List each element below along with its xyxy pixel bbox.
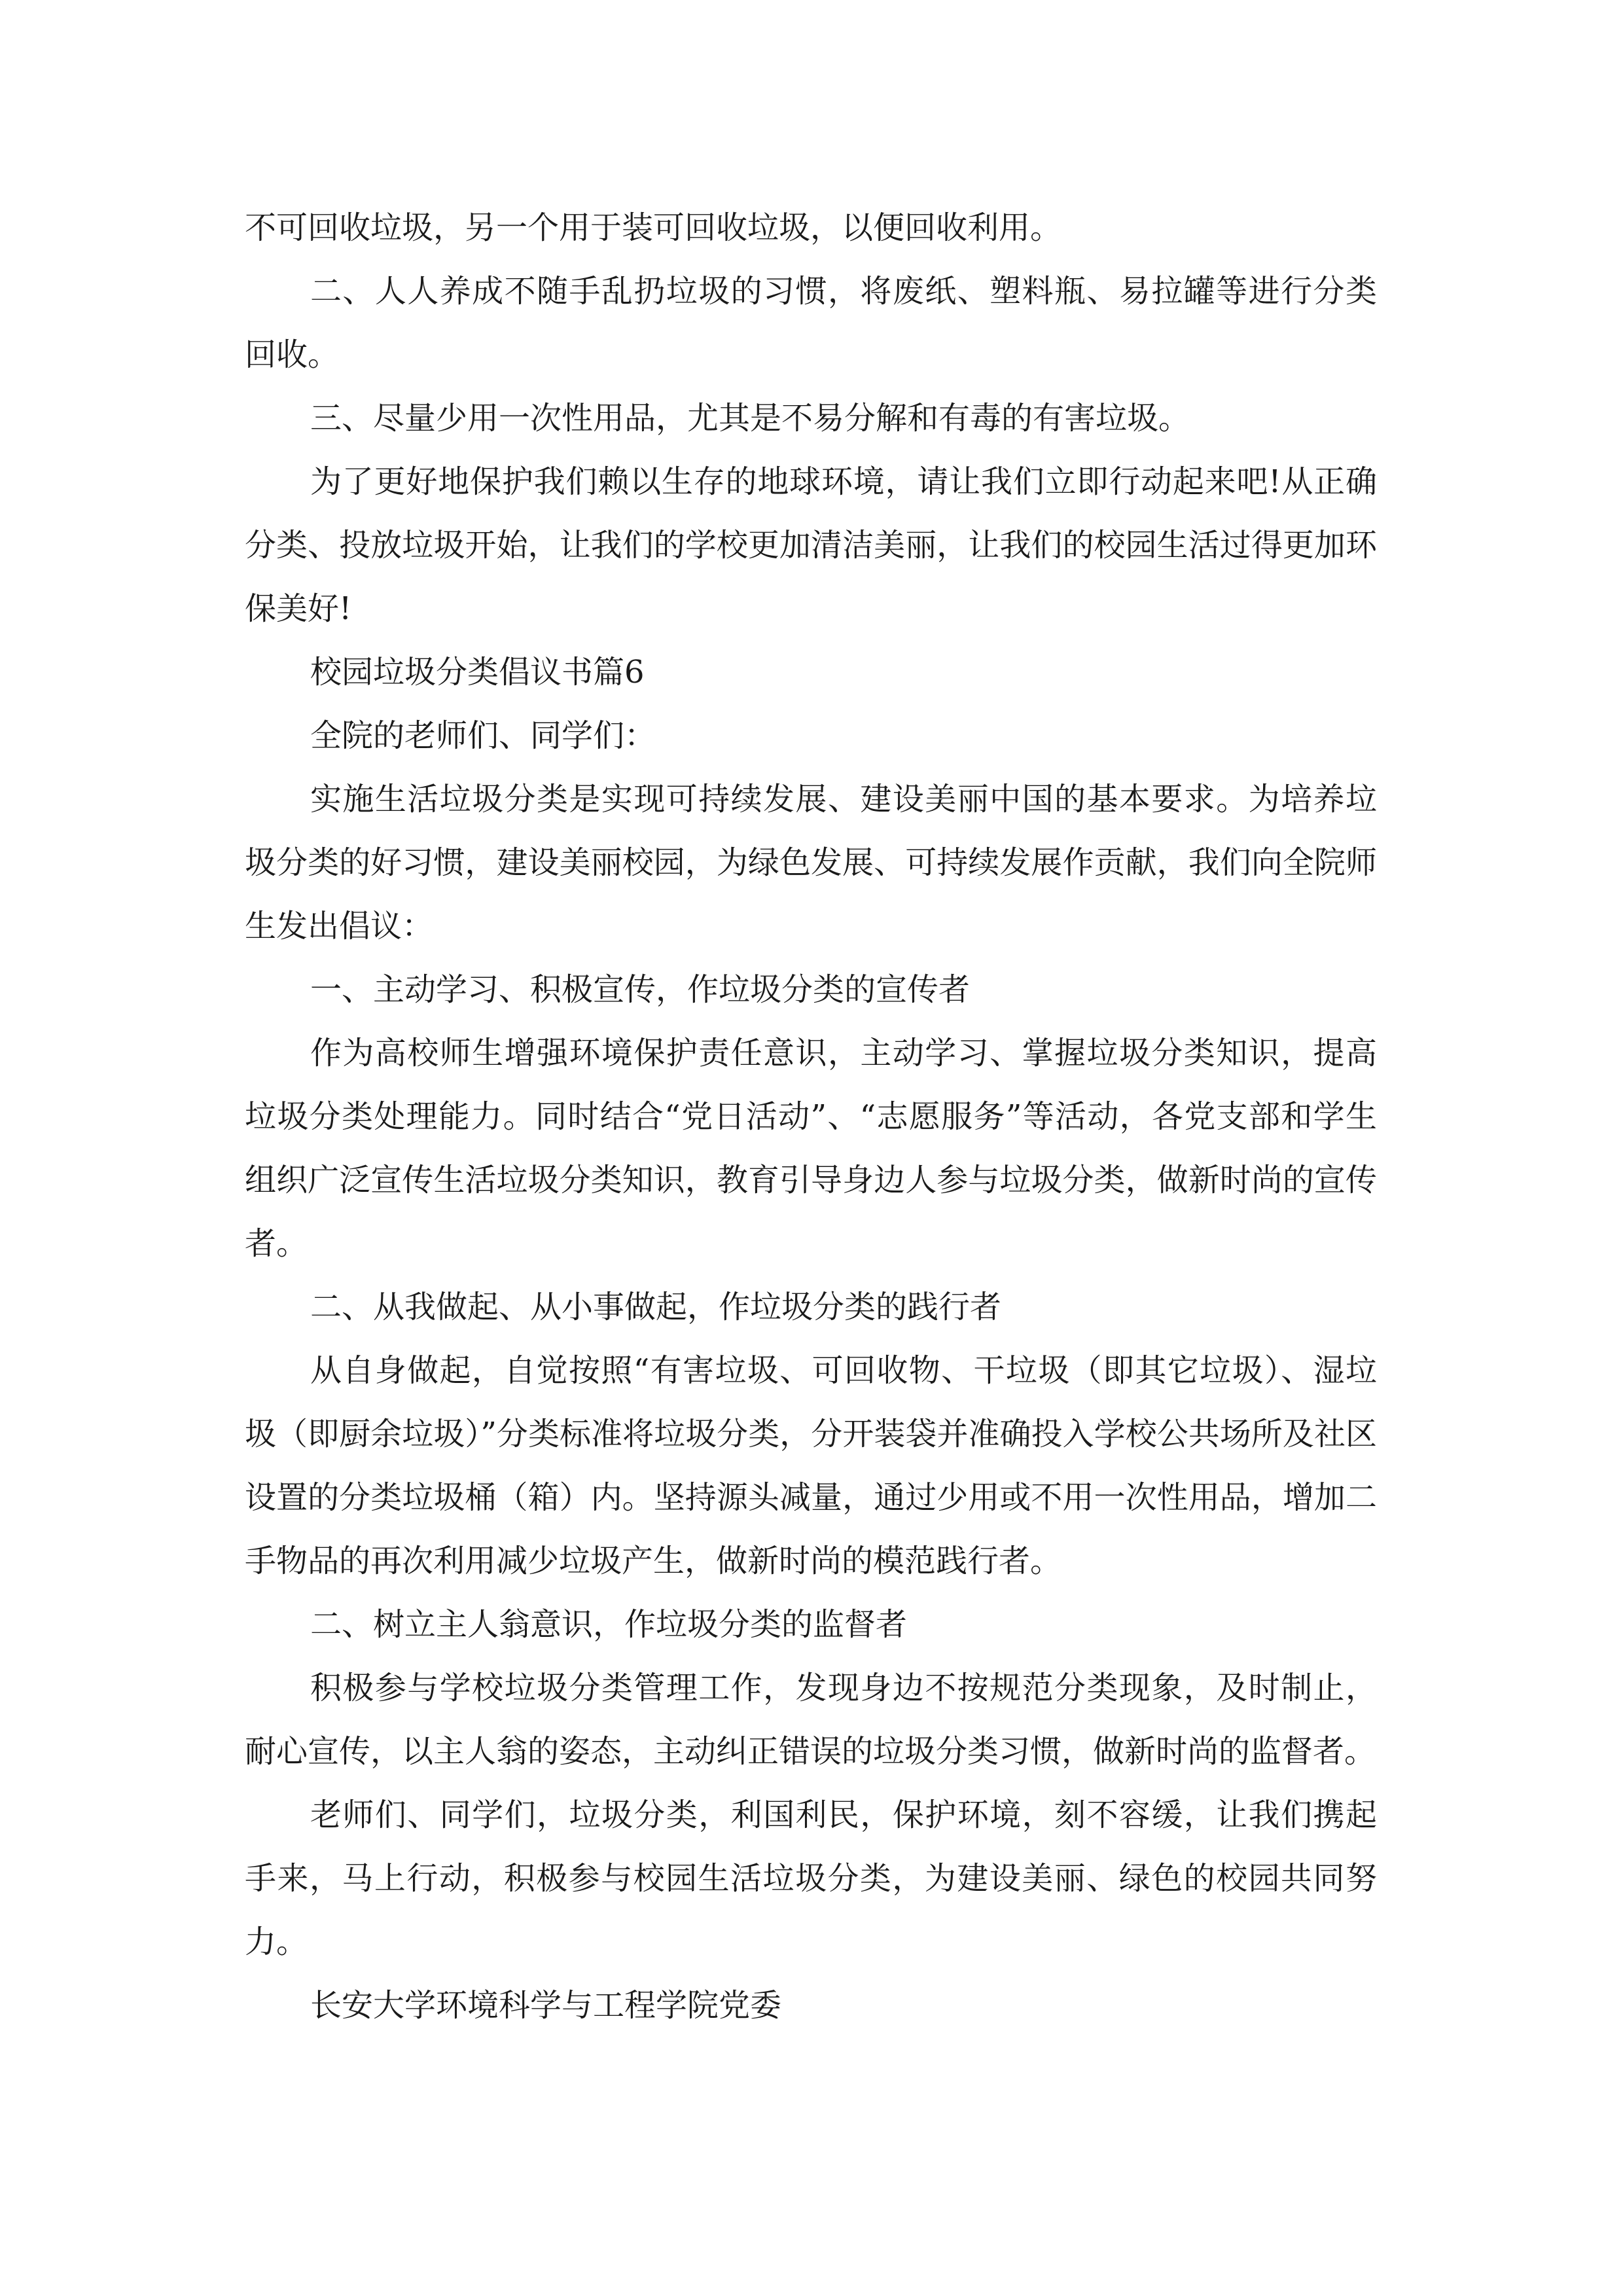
paragraph-continuation: 不可回收垃圾，另一个用于装可回收垃圾，以便回收利用。: [245, 209, 1062, 246]
paragraph-conclusion: 老师们、同学们，垃圾分类，利国利民，保护环境，刻不容缓，让我们携起手来，马上行动，积极参与校园生活垃圾分类，为建设美丽、绿色的校园共同努力。: [245, 1797, 1377, 1960]
section-title: 校园垃圾分类倡议书篇6: [310, 654, 645, 691]
paragraph-item-three: 三、尽量少用一次性用品，尤其是不易分解和有毒的有害垃圾。: [310, 400, 1190, 437]
paragraph-intro: 实施生活垃圾分类是实现可持续发展、建设美丽中国的基本要求。为培养垃圾分类的好习惯，建设美丽校园，为绿色发展、可持续发展作贡献，我们向全院师生发出倡议：: [245, 781, 1377, 944]
heading-item-two: 二、从我做起、从小事做起，作垃圾分类的践行者: [310, 1289, 1002, 1325]
salutation: 全院的老师们、同学们：: [310, 717, 656, 754]
paragraph-item-two: 二、人人养成不随手乱扔垃圾的习惯，将废纸、塑料瓶、易拉罐等进行分类回收。: [245, 273, 1377, 373]
heading-item-three: 二、树立主人翁意识，作垃圾分类的监督者: [310, 1606, 908, 1643]
heading-item-one: 一、主动学习、积极宣传，作垃圾分类的宣传者: [310, 971, 971, 1008]
document-body: [245, 196, 1377, 2037]
paragraph-item-two-body: 从自身做起，自觉按照“有害垃圾、可回收物、干垃圾（即其它垃圾）、湿垃圾（即厨余垃圾）”分类标准将垃圾分类，分开装袋并准确投入学校公共场所及社区设置的分类垃圾桶（箱）内。坚持源头减量，通过少用或不用一次性用品，增加二手物品的再次利用减少垃圾产生，做新时尚的模范践行者。: [245, 1352, 1377, 1579]
paragraph-item-one-body: 作为高校师生增强环境保护责任意识，主动学习、掌握垃圾分类知识，提高垃圾分类处理能力。同时结合“党日活动”、“志愿服务”等活动，各党支部和学生组织广泛宣传生活垃圾分类知识，教育引导身边人参与垃圾分类，做新时尚的宣传者。: [245, 1035, 1377, 1262]
paragraph-closing-call: 为了更好地保护我们赖以生存的地球环境，请让我们立即行动起来吧!从正确分类、投放垃圾开始，让我们的学校更加清洁美丽，让我们的校园生活过得更加环保美好!: [245, 463, 1377, 627]
signature: 长安大学环境科学与工程学院党委: [310, 1987, 782, 2024]
paragraph-item-three-body: 积极参与学校垃圾分类管理工作，发现身边不按规范分类现象，及时制止，耐心宣传，以主人翁的姿态，主动纠正错误的垃圾分类习惯，做新时尚的监督者。: [245, 1670, 1377, 1770]
